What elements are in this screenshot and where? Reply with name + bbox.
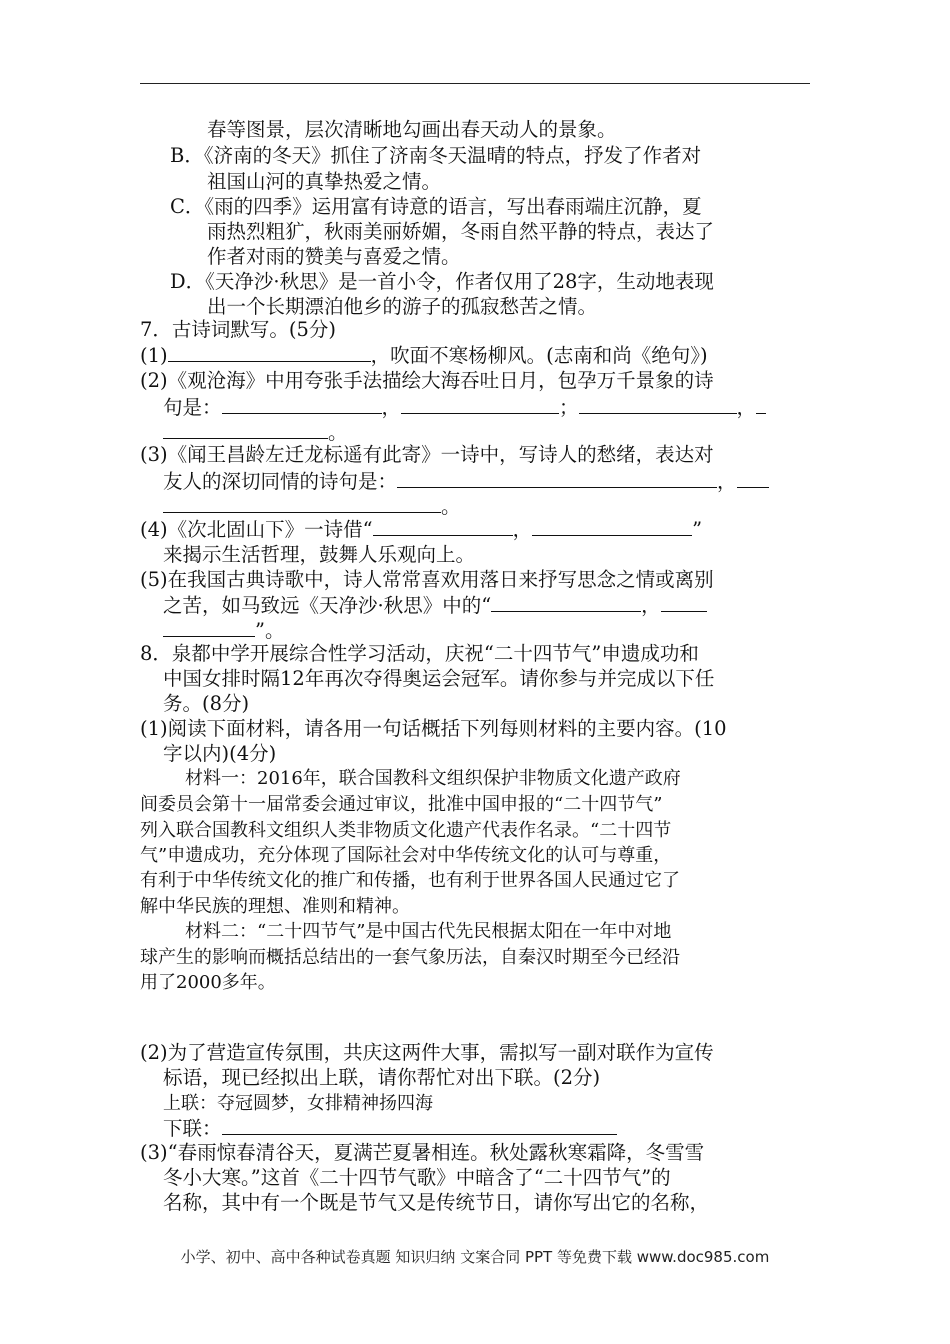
q7-2-blank-2[interactable] xyxy=(401,394,559,414)
material-2-line-1: 材料二：“二十四节气”是中国古代先民根据太阳在一年中对地 xyxy=(185,921,672,942)
q7-3-blank-1[interactable] xyxy=(397,468,717,488)
close-quote: ” xyxy=(692,518,703,541)
material-1-line-6: 解中华民族的理想、准则和精神。 xyxy=(140,896,410,917)
material-1-line-2: 间委员会第十一届常委会通过审议，批准中国申报的“二十四节气” xyxy=(140,794,663,815)
comma: ， xyxy=(641,594,661,617)
q8-2-line-2: 标语，现已经拟出上联，请你帮忙对出下联。(2分) xyxy=(163,1066,601,1089)
lower-couplet-blank[interactable] xyxy=(222,1115,617,1135)
q7-2-blank-3[interactable] xyxy=(579,394,737,414)
material-2-line-2: 球产生的影响而概括总结出的一套气象历法，自秦汉时期至今已经沿 xyxy=(140,947,680,968)
line-option-c: C．《雨的四季》运用富有诗意的语言，写出春雨端庄沉静，夏 xyxy=(170,195,702,218)
q7-2-label: 句是： xyxy=(163,396,222,419)
q7-4-blank-2[interactable] xyxy=(532,516,692,536)
line-option-b-cont: 祖国山河的真挚热爱之情。 xyxy=(207,170,442,193)
q7-3-line: (3)《闻王昌龄左迁龙标遥有此寄》一诗中，写诗人的愁绪，表达对 xyxy=(140,443,714,466)
line-option-c-cont1: 雨热烈粗犷，秋雨美丽娇媚，冬雨自然平静的特点，表达了 xyxy=(207,220,715,243)
q7-2-line: (2)《观沧海》中用夸张手法描绘大海吞吐日月，包孕万千景象的诗 xyxy=(140,369,714,392)
question-8-title: 8．泉都中学开展综合性学习活动，庆祝“二十四节气”申遗成功和 xyxy=(140,642,699,665)
material-1-line-4: 气”申遗成功，充分体现了国际社会对中华传统文化的认可与尊重， xyxy=(140,845,672,866)
q7-5-label: 之苦，如马致远《天净沙·秋思》中的“ xyxy=(163,594,492,617)
q7-5-blank-1[interactable] xyxy=(491,592,641,612)
comma: ， xyxy=(381,396,402,419)
material-1-line-1: 材料一：2016年，联合国教科文组织保护非物质文化遗产政府 xyxy=(185,768,681,789)
q7-2-blank-4a[interactable] xyxy=(756,394,766,414)
q7-5-answer-line-2 xyxy=(163,617,284,644)
q7-2-blank-1[interactable] xyxy=(222,394,382,414)
q8-1-line-2: 字以内)(4分) xyxy=(163,742,277,765)
q8-3-line-3: 名称，其中有一个既是节气又是传统节日，请你写出它的名称， xyxy=(163,1191,710,1214)
line-option-d: D．《天净沙·秋思》是一首小令，作者仅用了28字，生动地表现 xyxy=(170,270,714,293)
period: 。 xyxy=(328,421,348,444)
q7-3-answer-line xyxy=(163,468,769,495)
q7-3-blank-2b[interactable] xyxy=(163,493,441,513)
q8-1-line: (1)阅读下面材料，请各用一句话概括下列每则材料的主要内容。(10 xyxy=(140,717,727,740)
lower-couplet-line xyxy=(163,1115,617,1142)
footer-text: 小学、初中、高中各种试卷真题 知识归纳 文案合同 PPT 等免费下载 www.doc985.com xyxy=(180,1248,770,1266)
comma: ， xyxy=(512,518,533,541)
comma: ， xyxy=(717,470,737,493)
q7-4-line xyxy=(140,516,702,543)
period: 。 xyxy=(441,495,461,518)
close-quote-period: ”。 xyxy=(255,619,285,642)
material-2-line-3: 用了2000多年。 xyxy=(140,972,276,993)
semicolon: ； xyxy=(559,396,579,419)
question-7-title: 7．古诗词默写。(5分) xyxy=(140,318,337,341)
q8-2-line: (2)为了营造宣传氛围，共庆这两件大事，需拟写一副对联作为宣传 xyxy=(140,1041,714,1064)
line-option-d-cont: 出一个长期漂泊他乡的游子的孤寂愁苦之情。 xyxy=(207,295,598,318)
q7-5-blank-2b[interactable] xyxy=(163,617,255,637)
q7-1-blank[interactable] xyxy=(168,342,371,362)
q8-3-line: (3)“春雨惊春清谷天，夏满芒夏暑相连。秋处露秋寒霜降，冬雪雪 xyxy=(140,1141,705,1164)
q7-3-label: 友人的深切同情的诗句是： xyxy=(163,470,398,493)
q7-1-text: ，吹面不寒杨柳风。(志南和尚《绝句》) xyxy=(370,344,708,367)
upper-couplet: 上联：夺冠圆梦，女排精神扬四海 xyxy=(163,1093,433,1114)
q8-3-line-2: 冬小大寒。”这首《二十四节气歌》中暗含了“二十四节气”的 xyxy=(163,1166,671,1189)
question-8-cont2: 务。(8分) xyxy=(163,692,250,715)
q7-5-line: (5)在我国古典诗歌中，诗人常常喜欢用落日来抒写思念之情或离别 xyxy=(140,568,714,591)
material-1-line-5: 有利于中华传统文化的推广和传播，也有利于世界各国人民通过它了 xyxy=(140,870,680,891)
q7-4-blank-1[interactable] xyxy=(373,516,513,536)
q7-5-blank-2a[interactable] xyxy=(661,592,707,612)
q7-2-blank-4b[interactable] xyxy=(163,419,328,439)
material-1-line-3: 列入联合国教科文组织人类非物质文化遗产代表作名录。“二十四节 xyxy=(140,820,672,841)
line-option-b: B．《济南的冬天》抓住了济南冬天温晴的特点，抒发了作者对 xyxy=(170,144,702,167)
line-option-c-cont2: 作者对雨的赞美与喜爱之情。 xyxy=(207,245,461,268)
header-rule xyxy=(140,83,810,84)
line-option-a-cont: 春等图景，层次清晰地勾画出春天动人的景象。 xyxy=(207,118,617,141)
q7-2-answer-line xyxy=(163,394,766,421)
q7-1-label: (1) xyxy=(140,344,168,367)
q7-1-line xyxy=(140,342,708,369)
q7-4-line-2: 来揭示生活哲理，鼓舞人乐观向上。 xyxy=(163,543,476,566)
lower-couplet-label: 下联： xyxy=(163,1117,222,1140)
comma: ， xyxy=(736,396,757,419)
q7-4-text: (4)《次北固山下》一诗借“ xyxy=(140,518,373,541)
q7-5-answer-line xyxy=(163,592,707,619)
question-8-cont1: 中国女排时隔12年再次夺得奥运会冠军。请你参与并完成以下任 xyxy=(163,667,715,690)
q7-3-blank-2a[interactable] xyxy=(737,468,769,488)
